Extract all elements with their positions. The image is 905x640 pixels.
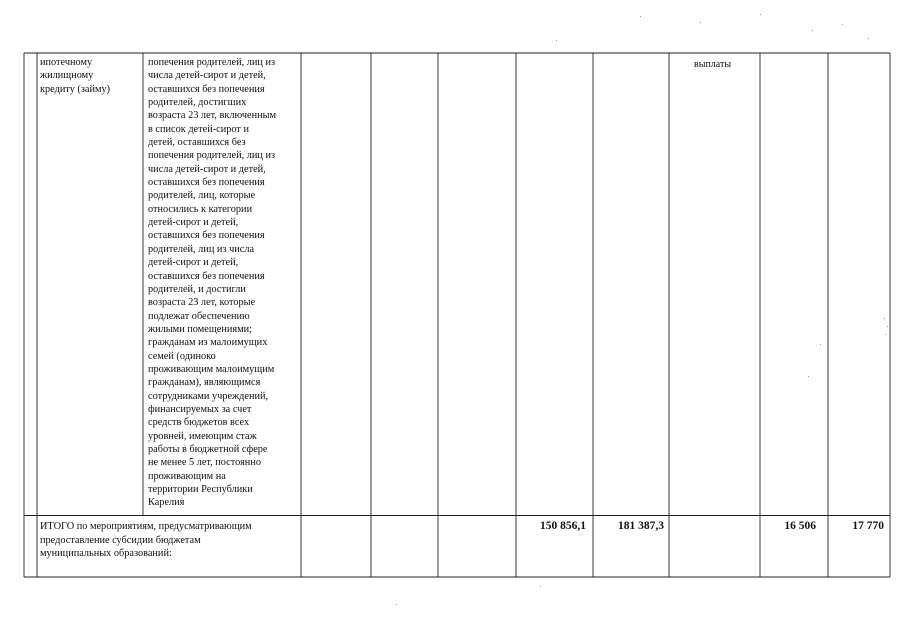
- total-row-label: ИТОГО по мероприятиям, предусматривающим предоставление субсидии бюджетам муниципальных образований:: [40, 521, 252, 560]
- total-value-1: 150 856,1: [540, 520, 586, 532]
- cell-payment-type: выплаты: [694, 59, 732, 70]
- total-value-3: 16 506: [784, 520, 816, 532]
- cell-credit-type: ипотечному жилищному кредиту (займу): [40, 57, 111, 95]
- cell-recipient-categories: попечения родителей, лиц из числа детей-сирот и детей, оставшихся без попечения родителей, достигших возраста 23 лет, включенным в список детей-сирот и детей, оставшихся без попечения родителей, лиц из числа детей-сирот и детей, оставшихся без попечения родителей, лиц, которые относились к категории детей-сирот и детей, оставшихся без попечения родителей, лиц из числа детей-сирот и детей, оставшихся без попечения родителей, и достигли возраста 23 лет, которые подлежат обеспечению жилыми помещениями; гражданам из малоимущих семей (одиноко проживающим малоимущим гражданам), являющимся сотрудниками учреждений, финансируемых за счет средств бюджетов всех уровней, имеющим стаж работы в бюджетной сфере не менее 5 лет, постоянно проживающим на территории Республики Карелия: [148, 57, 277, 509]
- total-value-4: 17 770: [852, 520, 884, 532]
- total-value-2: 181 387,3: [618, 520, 664, 532]
